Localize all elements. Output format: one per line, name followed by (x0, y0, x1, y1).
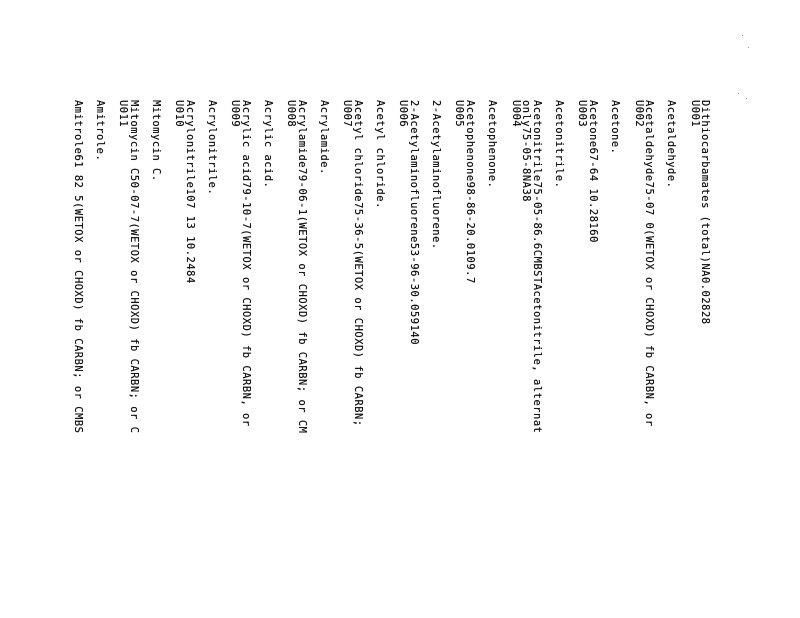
text-line: U006 (397, 100, 409, 128)
text-line: Acrylonitrile107 13 10.2484 (184, 100, 196, 284)
text-line: Acetonitrile75-05-86.6CMBSTAcetonitrile, alternat (531, 100, 543, 434)
text-line: Acetyl chloride75-36-5(WETOX or CHOXD) fb CARBN; (352, 100, 364, 427)
text-line: U011 (117, 100, 129, 128)
scan-speck (748, 47, 749, 48)
text-line: Acetaldehyde75-07 0(WETOX or CHOXD) fb CARBN, or (643, 100, 655, 427)
text-line: Acrylic acid. (262, 100, 274, 189)
text-line: U003 (576, 100, 588, 128)
text-line: Amitrole61 82 5(WETOX or CHOXD) fb CARBN; or CMBS (72, 100, 84, 434)
scan-speck (738, 93, 739, 94)
scan-speck (742, 35, 743, 36)
text-line: U004 (510, 100, 522, 128)
text-line: U002 (633, 100, 645, 128)
text-line: Acetophenone98-86-20.0109.7 (464, 100, 476, 284)
text-line: Mitomycin C50-07-7(WETOX or CHOXD) fb CARBN; or C (128, 100, 140, 434)
text-line: Acrylamide79-06-1(WETOX or CHOXD) fb CARBN; or CM (296, 100, 308, 434)
text-line: Acetyl chloride. (374, 100, 386, 209)
text-line: U005 (453, 100, 465, 128)
text-line: Amitrole. (94, 100, 106, 162)
text-line: U001 (689, 100, 701, 128)
text-line: U007 (341, 100, 353, 128)
text-line: Acrylamide. (318, 100, 330, 175)
text-line: U008 (285, 100, 297, 128)
text-line: U010 (173, 100, 185, 128)
text-line: 2-Acetylaminofluorene53-96-30.059140 (408, 100, 420, 346)
text-line: Mitomycin C. (150, 100, 162, 182)
text-line: Acrylonitrile. (206, 100, 218, 196)
text-line: 2-Acetylaminofluorene. (430, 100, 442, 250)
text-line: Dithiocarbamates (total)NA0.02828 (699, 100, 711, 325)
text-line: Acetophenone. (486, 100, 498, 189)
text-line: Acetonitrile. (553, 100, 565, 189)
scan-speck (746, 98, 747, 99)
text-line: Acetaldehyde. (665, 100, 677, 189)
text-line: Acetone. (609, 100, 621, 155)
text-line: U009 (229, 100, 241, 128)
text-line: only75-05-8NA38 (520, 100, 532, 203)
text-line: Acetone67-64 10.28160 (587, 100, 599, 243)
text-line: Acrylic acid79-10-7(WETOX or CHOXD) fb CARBN, or (240, 100, 252, 427)
